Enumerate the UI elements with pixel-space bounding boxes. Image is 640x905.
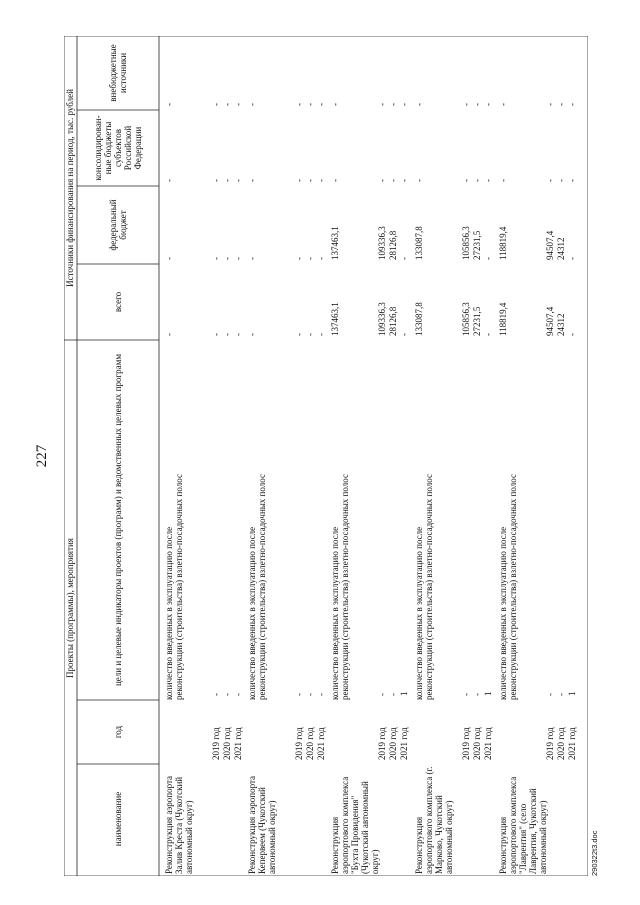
year-regional: - (294, 179, 304, 182)
year-goal: - (388, 693, 398, 696)
summary-total: - (164, 333, 174, 336)
year-total: 28126,8 (388, 306, 398, 336)
year-regional: - (388, 179, 398, 182)
indicator-text: количество введенных в эксплуатацию после реконструкции (строительства) взлетно-посадочных полос (414, 474, 434, 700)
summary-federal: 137463,1 (330, 226, 340, 260)
summary-federal: - (164, 257, 174, 260)
summary-extra: - (164, 103, 174, 106)
summary-total: - (247, 333, 257, 336)
year-regional: - (211, 179, 221, 182)
year-regional: - (545, 179, 555, 182)
year-extra: - (461, 103, 471, 106)
summary-regional: - (498, 179, 508, 182)
year-goal: - (545, 693, 555, 696)
year-label: 2021 год (399, 727, 409, 760)
year-goal: - (461, 693, 471, 696)
year-goal: - (556, 693, 566, 696)
year-federal: - (483, 257, 493, 260)
year-extra: - (545, 103, 555, 106)
year-extra: - (222, 103, 232, 106)
year-federal: - (233, 257, 243, 260)
summary-federal: 118819,4 (498, 226, 508, 260)
year-label: 2019 год (294, 727, 304, 760)
year-extra: - (472, 103, 482, 106)
year-total: - (233, 333, 243, 336)
summary-extra: - (330, 103, 340, 106)
year-regional: - (222, 179, 232, 182)
year-goal: - (316, 693, 326, 696)
project-name: Реконструкция аэропортового комплекса (г. Марково, Чукотский автономный округ) (414, 766, 454, 874)
year-extra: - (567, 103, 577, 106)
summary-extra: - (247, 103, 257, 106)
year-total: 109336,3 (377, 302, 387, 336)
year-total: - (211, 333, 221, 336)
year-goal: - (294, 693, 304, 696)
year-total: - (483, 333, 493, 336)
year-federal: - (316, 257, 326, 260)
year-regional: - (461, 179, 471, 182)
year-total: - (316, 333, 326, 336)
year-label: 2021 год (233, 727, 243, 760)
indicator-text: количество введенных в эксплуатацию после реконструкции (строительства) взлетно-посадочных полос (330, 474, 350, 700)
year-extra: - (377, 103, 387, 106)
summary-regional: - (330, 179, 340, 182)
project-name: Реконструкция аэропортового комплекса "Лаврентия" (село Лаврентия, Чукотский автономный округ) (498, 776, 548, 874)
year-label: 2021 год (316, 727, 326, 760)
file-reference: 290322t3.doc (590, 830, 599, 876)
year-label: 2019 год (377, 727, 387, 760)
header-goals: цели и целевые индикаторы проектов (программ) и ведомственных целевых программ (113, 353, 123, 687)
year-label: 2020 год (305, 727, 315, 760)
year-goal: - (472, 693, 482, 696)
header-federal: федеральный бюджет (108, 199, 128, 251)
year-total: 105856,3 (461, 302, 471, 336)
year-total: - (305, 333, 315, 336)
year-federal: - (222, 257, 232, 260)
year-regional: - (316, 179, 326, 182)
summary-total: 137463,1 (330, 302, 340, 336)
summary-extra: - (414, 103, 424, 106)
project-name: Реконструкция аэропорта Кепервеем (Чукотский автономный округ) (247, 775, 277, 874)
header-year: год (113, 725, 123, 739)
year-goal: - (377, 693, 387, 696)
year-label: 2020 год (472, 727, 482, 760)
year-regional: - (483, 179, 493, 182)
year-label: 2020 год (222, 727, 232, 760)
summary-federal: 133087,8 (414, 226, 424, 260)
year-total: - (399, 333, 409, 336)
year-total: - (294, 333, 304, 336)
year-regional: - (305, 179, 315, 182)
year-label: 2020 год (556, 727, 566, 760)
year-total: 24312 (556, 313, 566, 336)
page-number: 227 (34, 444, 50, 468)
year-federal: - (211, 257, 221, 260)
year-federal: 28126,8 (388, 230, 398, 260)
rotated-sheet (34, 36, 599, 876)
year-extra: - (211, 103, 221, 106)
summary-regional: - (164, 179, 174, 182)
indicator-text: количество введенных в эксплуатацию после реконструкции (строительства) взлетно-посадочных полос (498, 474, 518, 700)
year-total: 27231,5 (472, 306, 482, 336)
year-regional: - (233, 179, 243, 182)
year-regional: - (399, 179, 409, 182)
header-projects: Проекты (программы), мероприятия (65, 538, 75, 678)
year-total: - (567, 333, 577, 336)
year-goal: - (211, 693, 221, 696)
year-goal: - (233, 693, 243, 696)
year-regional: - (567, 179, 577, 182)
year-federal: - (567, 257, 577, 260)
year-regional: - (472, 179, 482, 182)
year-label: 2019 год (211, 727, 221, 760)
year-federal: 105856,3 (461, 226, 471, 260)
summary-federal: - (247, 257, 257, 260)
year-extra: - (388, 103, 398, 106)
header-extra: внебюджетные источники (108, 44, 128, 102)
year-federal: - (294, 257, 304, 260)
summary-total: 118819,4 (498, 302, 508, 336)
year-label: 2019 год (461, 727, 471, 760)
year-regional: - (377, 179, 387, 182)
year-goal: 1 (483, 691, 493, 696)
year-goal: - (305, 693, 315, 696)
year-label: 2021 год (483, 727, 493, 760)
year-total: 94507,4 (545, 306, 555, 336)
indicator-text: количество введенных в эксплуатацию после реконструкции (строительства) взлетно-посадочных полос (247, 474, 267, 700)
summary-total: 133087,8 (414, 302, 424, 336)
year-goal: 1 (399, 691, 409, 696)
year-label: 2020 год (388, 727, 398, 760)
year-federal: 94507,4 (545, 230, 555, 260)
year-extra: - (233, 103, 243, 106)
year-total: - (222, 333, 232, 336)
summary-regional: - (247, 179, 257, 182)
year-extra: - (316, 103, 326, 106)
header-name: наименование (113, 791, 123, 847)
year-extra: - (399, 103, 409, 106)
header-sources: Источники финансирования на период, тыс. рублей (65, 89, 75, 287)
year-regional: - (556, 179, 566, 182)
year-label: 2019 год (545, 727, 555, 760)
year-federal: 24312 (556, 237, 566, 260)
year-federal: 109336,3 (377, 226, 387, 260)
year-federal: - (399, 257, 409, 260)
header-total: всего (113, 291, 123, 313)
year-goal: - (222, 693, 232, 696)
year-goal: 1 (567, 691, 577, 696)
year-label: 2021 год (567, 727, 577, 760)
project-name: Реконструкция аэропортового комплекса "Бухта Провидения" (Чукотский автономный округ) (330, 776, 380, 874)
project-name: Реконструкция аэропорта Залив Креста (Чукотский автономный округ) (164, 775, 194, 874)
year-federal: 27231,5 (472, 230, 482, 260)
year-extra: - (556, 103, 566, 106)
indicator-text: количество введенных в эксплуатацию после реконструкции (строительства) взлетно-посадочных полос (164, 474, 184, 700)
summary-regional: - (414, 179, 424, 182)
header-regional: консолидирован-ные бюджеты субъектов Российской Федерации (93, 115, 143, 181)
year-federal: - (305, 257, 315, 260)
year-extra: - (305, 103, 315, 106)
summary-extra: - (498, 103, 508, 106)
year-extra: - (294, 103, 304, 106)
year-extra: - (483, 103, 493, 106)
